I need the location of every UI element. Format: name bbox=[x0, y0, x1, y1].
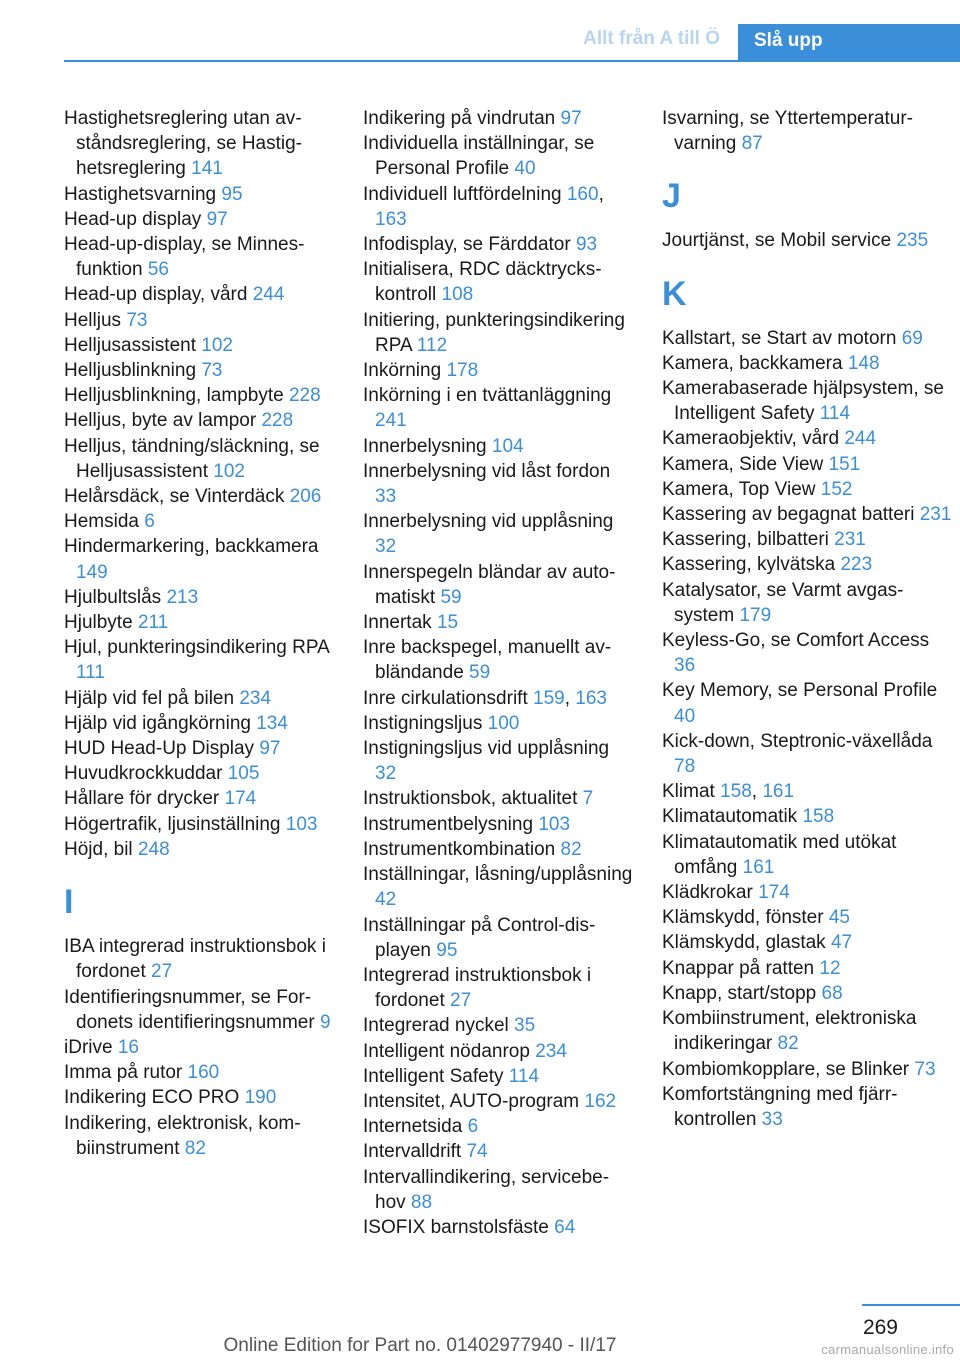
page-link[interactable]: 228 bbox=[288, 385, 321, 407]
page-link[interactable]: 16 bbox=[117, 1036, 139, 1058]
page-link[interactable]: 97 bbox=[259, 738, 281, 760]
section-label[interactable]: Allt från A till Ö bbox=[583, 28, 720, 49]
page-link[interactable]: 244 bbox=[844, 428, 877, 450]
page-link[interactable]: 9 bbox=[319, 1011, 331, 1033]
page-link[interactable]: 88 bbox=[410, 1191, 433, 1213]
index-entry bbox=[64, 985, 334, 1035]
page-link[interactable]: 114 bbox=[508, 1065, 540, 1087]
index-entry-text: Knappar på ratten bbox=[662, 957, 815, 979]
index-entry bbox=[64, 812, 334, 837]
index-entry bbox=[363, 131, 633, 181]
index-entry-text: Katalysator, se Varmt avgassystem bbox=[662, 579, 904, 626]
page-link[interactable]: 148 bbox=[847, 352, 880, 374]
page-link[interactable]: 158 bbox=[720, 781, 752, 803]
index-entry-text: Integrerad nyckel bbox=[363, 1015, 509, 1037]
index-entry bbox=[64, 1060, 334, 1085]
page-link[interactable]: 47 bbox=[830, 932, 853, 954]
index-entry-text: Head-up display, vård bbox=[64, 284, 248, 306]
index-entry-text: Individuell luftfördelning bbox=[363, 183, 562, 205]
index-entry bbox=[662, 552, 954, 577]
page-link[interactable]: 6 bbox=[467, 1116, 479, 1138]
index-entry-text: Hastighetsvarning bbox=[64, 183, 217, 205]
page-link[interactable]: 82 bbox=[560, 838, 582, 860]
index-entry bbox=[363, 913, 633, 963]
index-entry bbox=[64, 934, 334, 984]
page-link[interactable]: 174 bbox=[224, 788, 257, 810]
page-link[interactable]: 78 bbox=[674, 756, 696, 778]
page-link[interactable]: 6 bbox=[144, 511, 155, 533]
page-link[interactable]: 56 bbox=[147, 259, 169, 281]
page-link[interactable]: 234 bbox=[239, 687, 272, 709]
index-entry bbox=[363, 257, 633, 307]
index-entry-text: Isvarning, se Yttertemperaturvarning bbox=[662, 108, 913, 155]
index-entry bbox=[662, 981, 954, 1006]
index-entry bbox=[363, 837, 633, 862]
index-entry bbox=[363, 459, 633, 509]
page-link[interactable]: 104 bbox=[491, 435, 524, 457]
page-header bbox=[64, 24, 960, 62]
index-entry bbox=[363, 610, 633, 635]
index-entry bbox=[363, 812, 633, 837]
page-link[interactable]: 87 bbox=[741, 133, 763, 155]
page-link[interactable]: 149 bbox=[76, 561, 108, 583]
page-link[interactable]: 231 bbox=[919, 504, 952, 526]
index-entry-text: Knapp, start/stopp bbox=[662, 982, 817, 1004]
page-link[interactable]: 114 bbox=[819, 403, 851, 425]
index-entry bbox=[363, 106, 633, 131]
page-link[interactable]: 162 bbox=[584, 1090, 617, 1112]
index-entry bbox=[363, 862, 633, 912]
page-link[interactable]: 103 bbox=[538, 813, 571, 835]
index-entry-text: Höjd, bil bbox=[64, 838, 133, 860]
page-link[interactable]: 73 bbox=[201, 360, 223, 382]
index-entry bbox=[662, 477, 954, 502]
page-link[interactable]: 111 bbox=[76, 662, 105, 684]
page-separator: , bbox=[751, 781, 758, 803]
index-entry bbox=[363, 1039, 633, 1064]
index-entry-text: Klämskydd, fönster bbox=[662, 907, 824, 929]
index-entry bbox=[363, 182, 633, 232]
index-entry bbox=[662, 628, 954, 678]
page-link[interactable]: 95 bbox=[436, 939, 458, 961]
index-entry bbox=[662, 804, 954, 829]
index-entry bbox=[662, 1057, 954, 1082]
page-link[interactable]: 32 bbox=[375, 763, 397, 785]
page-link[interactable]: 213 bbox=[166, 586, 199, 608]
index-entry bbox=[64, 232, 334, 282]
index-entry bbox=[662, 376, 954, 426]
index-entry bbox=[64, 207, 334, 232]
page-link[interactable]: 190 bbox=[244, 1087, 277, 1109]
page-link[interactable]: 174 bbox=[758, 882, 790, 904]
index-entry-text: Kamera, Top View bbox=[662, 478, 816, 500]
index-entry-text: Hållare för drycker bbox=[64, 788, 220, 810]
index-entry bbox=[662, 106, 954, 156]
page-link[interactable]: 95 bbox=[221, 183, 243, 205]
index-entry-text: Klimatautomatik med utökat omfång bbox=[662, 831, 897, 878]
index-entry bbox=[64, 434, 334, 484]
watermark: carmanualsonline.info bbox=[821, 1342, 954, 1357]
index-entry-text: Identifieringsnummer, se Fordonets identifieringsnummer bbox=[64, 986, 315, 1033]
index-entry bbox=[363, 711, 633, 736]
index-entry-text: Internetsida bbox=[363, 1116, 463, 1138]
index-entry-text: Hjälp vid fel på bilen bbox=[64, 687, 235, 709]
index-entry bbox=[662, 729, 954, 779]
index-entry bbox=[662, 678, 954, 728]
index-entry bbox=[64, 484, 334, 509]
page-link[interactable]: 45 bbox=[828, 907, 850, 929]
index-entry bbox=[662, 578, 954, 628]
index-entry bbox=[662, 779, 954, 804]
page-link[interactable]: 15 bbox=[436, 612, 459, 634]
page-link[interactable]: 248 bbox=[137, 838, 170, 860]
index-entry-text: Infodisplay, se Färddator bbox=[363, 234, 571, 256]
footer-rule bbox=[862, 1304, 960, 1306]
index-entry-text: Instrumentkombination bbox=[363, 838, 556, 860]
index-column-3 bbox=[662, 106, 954, 1132]
page-link[interactable]: 102 bbox=[201, 334, 233, 356]
index-entry bbox=[64, 635, 334, 685]
index-entry bbox=[64, 837, 334, 862]
index-entry-text: Kick-down, Steptronic-växellåda bbox=[662, 730, 933, 752]
index-entry-text: Integrerad instruktionsbok i fordonet bbox=[363, 964, 592, 1012]
index-entry-text: Instruktionsbok, aktualitet bbox=[363, 788, 578, 810]
index-entry-text: Inre cirkulationsdrift bbox=[363, 687, 528, 709]
index-entry bbox=[363, 1165, 633, 1215]
index-entry-text: Instigningsljus bbox=[363, 712, 483, 734]
index-entry bbox=[64, 106, 334, 182]
index-entry-text: Klämskydd, glastak bbox=[662, 932, 826, 954]
index-entry bbox=[363, 1089, 633, 1114]
index-entry-text: HUD Head-Up Display bbox=[64, 738, 255, 760]
index-entry-text: Klädkrokar bbox=[662, 882, 753, 904]
index-entry-text: Initialisera, RDC däcktryckskontroll bbox=[363, 259, 602, 306]
index-entry bbox=[64, 585, 334, 610]
page-link[interactable]: 97 bbox=[206, 208, 228, 230]
index-entry bbox=[662, 830, 954, 880]
index-entry-text: iDrive bbox=[64, 1036, 113, 1058]
index-entry bbox=[662, 502, 954, 527]
index-entry-text: Hjulbultslås bbox=[64, 586, 162, 608]
page-link[interactable]: 163 bbox=[375, 208, 407, 230]
index-entry-text: Indikering ECO PRO bbox=[64, 1087, 240, 1109]
index-entry-text: Högertrafik, ljusinställning bbox=[64, 813, 281, 835]
page-link[interactable]: 12 bbox=[819, 957, 841, 979]
index-entry bbox=[64, 182, 334, 207]
index-entry bbox=[662, 956, 954, 981]
index-entry bbox=[64, 509, 334, 534]
page-link[interactable]: 40 bbox=[674, 705, 696, 727]
index-entry bbox=[662, 1006, 954, 1056]
index-entry bbox=[363, 358, 633, 383]
index-entry bbox=[662, 228, 954, 253]
index-entry bbox=[64, 686, 334, 711]
index-entry-text: Helljusblinkning, lampbyte bbox=[64, 385, 284, 407]
page-link[interactable]: 152 bbox=[820, 478, 853, 500]
page-link[interactable]: 69 bbox=[901, 327, 923, 349]
page-link[interactable]: 102 bbox=[213, 460, 245, 482]
page-link[interactable]: 64 bbox=[554, 1216, 576, 1238]
index-entry-text: Helljus, tändning/släckning, se Helljusassistent bbox=[64, 435, 320, 482]
page-link[interactable]: 134 bbox=[256, 712, 288, 734]
page-link[interactable]: 59 bbox=[440, 586, 462, 608]
index-entry bbox=[363, 1139, 633, 1164]
index-entry bbox=[363, 1215, 633, 1240]
page-link[interactable]: 160 bbox=[187, 1062, 220, 1084]
index-entry-text: Intelligent Safety bbox=[363, 1065, 504, 1087]
page-link[interactable]: 151 bbox=[828, 453, 861, 475]
index-entry-text: Innerspegeln bländar av automatiskt bbox=[363, 561, 616, 608]
page-link[interactable]: 234 bbox=[535, 1040, 567, 1062]
index-entry bbox=[64, 408, 334, 433]
index-entry-text: Intervalldrift bbox=[363, 1141, 462, 1163]
index-entry bbox=[363, 434, 633, 459]
index-entry-text: Initiering, punkteringsindikering RPA bbox=[363, 309, 625, 356]
index-entry-text: Kassering, kylvätska bbox=[662, 554, 836, 576]
index-entry bbox=[363, 1114, 633, 1139]
index-entry-text: Helårsdäck, se Vinterdäck bbox=[64, 486, 285, 508]
index-entry-text: Jourtjänst, se Mobil service bbox=[662, 230, 892, 252]
page-link[interactable]: 74 bbox=[466, 1141, 488, 1163]
page-link[interactable]: 163 bbox=[575, 687, 607, 709]
page-link[interactable]: 100 bbox=[487, 712, 520, 734]
index-entry-text: Imma på rutor bbox=[64, 1062, 183, 1084]
index-entry bbox=[363, 232, 633, 257]
index-letter-heading: I bbox=[64, 883, 74, 922]
index-entry-text: Kassering, bilbatteri bbox=[662, 529, 829, 551]
index-entry bbox=[64, 1035, 334, 1060]
index-entry-text: Kamerabaserade hjälpsystem, se Intelligent Safety bbox=[662, 378, 944, 425]
page-link[interactable]: 235 bbox=[896, 230, 929, 252]
page-link[interactable]: 33 bbox=[761, 1108, 783, 1130]
index-entry bbox=[64, 534, 334, 584]
index-entry-text: Kameraobjektiv, vård bbox=[662, 428, 840, 450]
index-entry bbox=[64, 711, 334, 736]
index-column-2 bbox=[363, 106, 633, 1240]
index-entry-text: Intensitet, AUTO-program bbox=[363, 1090, 580, 1112]
edition-text: Online Edition for Part no. 01402977940 - II/17 bbox=[223, 1335, 617, 1356]
index-entry-text: Inre backspegel, manuellt avbländande bbox=[363, 637, 612, 684]
index-entry-text: Inställningar, låsning/upplåsning bbox=[363, 864, 633, 886]
page-link[interactable]: 244 bbox=[252, 284, 285, 306]
index-entry-text: Innerbelysning vid låst fordon bbox=[363, 460, 611, 482]
index-entry-text: Instigningsljus vid upplåsning bbox=[363, 738, 610, 760]
page-link[interactable]: 73 bbox=[914, 1058, 936, 1080]
page-link[interactable]: 159 bbox=[533, 687, 565, 709]
index-entry-text: Hjul, punkteringsindikering RPA bbox=[64, 637, 329, 659]
page-link[interactable]: 105 bbox=[227, 763, 260, 785]
index-entry-text: Hjulbyte bbox=[64, 612, 133, 634]
page-link[interactable]: 7 bbox=[582, 788, 594, 810]
index-entry-text: Individuella inställningar, se Personal Profile bbox=[363, 133, 595, 180]
index-entry-text: Head-up display bbox=[64, 208, 202, 230]
index-entry bbox=[363, 736, 633, 786]
index-entry bbox=[662, 905, 954, 930]
index-entry bbox=[363, 560, 633, 610]
page-link[interactable]: 59 bbox=[469, 662, 491, 684]
page-link[interactable]: 27 bbox=[450, 990, 472, 1012]
page-separator: , bbox=[564, 687, 570, 709]
page-link[interactable]: 141 bbox=[191, 158, 223, 180]
index-entry-text: Inkörning i en tvättanläggning bbox=[363, 385, 612, 407]
index-entry-text: IBA integrerad instruktionsbok i fordonet bbox=[64, 936, 326, 983]
index-column-1 bbox=[64, 106, 334, 1161]
index-columns bbox=[64, 106, 960, 1266]
index-entry bbox=[363, 509, 633, 559]
index-entry bbox=[64, 610, 334, 635]
page-link[interactable]: 231 bbox=[834, 529, 866, 551]
index-entry-text: ISOFIX barnstolsfäste bbox=[363, 1216, 549, 1238]
index-entry bbox=[363, 308, 633, 358]
page-link[interactable]: 211 bbox=[137, 612, 169, 634]
index-entry-text: Helljus, byte av lampor bbox=[64, 410, 257, 432]
page-link[interactable]: 179 bbox=[739, 604, 772, 626]
page-link[interactable]: 103 bbox=[285, 813, 318, 835]
index-entry bbox=[64, 1085, 334, 1110]
index-entry-text: Indikering på vindrutan bbox=[363, 108, 556, 129]
index-entry-text: Klimatautomatik bbox=[662, 806, 798, 828]
page-link[interactable]: 82 bbox=[777, 1033, 799, 1055]
index-entry-text: Hastighetsreglering utan avståndsreglering, se Hastighetsreglering bbox=[64, 108, 302, 180]
page-link[interactable]: 36 bbox=[674, 655, 696, 677]
page-number: 269 bbox=[862, 1316, 898, 1339]
page-link[interactable]: 42 bbox=[375, 889, 397, 911]
index-entry bbox=[363, 1013, 633, 1038]
index-entry-text: Helljus bbox=[64, 309, 122, 331]
page-link[interactable]: 241 bbox=[375, 410, 407, 432]
index-entry bbox=[662, 326, 954, 351]
index-letter-heading: J bbox=[662, 177, 681, 216]
page-link[interactable]: 112 bbox=[416, 334, 448, 356]
page-link[interactable]: 108 bbox=[441, 284, 474, 306]
page-link[interactable]: 206 bbox=[289, 486, 322, 508]
index-entry-text: Komfortstängning med fjärrkontrollen bbox=[662, 1083, 898, 1130]
index-entry-text: Key Memory, se Personal Profile bbox=[662, 680, 938, 702]
index-entry-text: Inkörning bbox=[363, 360, 442, 382]
index-entry bbox=[662, 930, 954, 955]
index-entry bbox=[64, 1111, 334, 1161]
index-entry bbox=[64, 282, 334, 307]
index-entry bbox=[662, 426, 954, 451]
index-entry bbox=[662, 452, 954, 477]
index-entry-text: Keyless-Go, se Comfort Access bbox=[662, 630, 930, 652]
index-entry bbox=[662, 527, 954, 552]
page-link[interactable]: 68 bbox=[821, 982, 843, 1004]
index-entry bbox=[363, 963, 633, 1013]
page-link[interactable]: 33 bbox=[375, 486, 397, 508]
page-link[interactable]: 32 bbox=[375, 536, 397, 558]
index-entry-text: Hindermarkering, backkamera bbox=[64, 536, 319, 558]
page-link[interactable]: 161 bbox=[742, 856, 775, 878]
index-entry bbox=[363, 383, 633, 433]
index-entry bbox=[363, 1064, 633, 1089]
index-entry-text: Hjälp vid igångkörning bbox=[64, 712, 251, 734]
page-link[interactable]: 158 bbox=[802, 806, 835, 828]
index-entry-text: Kombiinstrument, elektroniska indikeringar bbox=[662, 1008, 917, 1055]
index-entry-text: Kamera, backkamera bbox=[662, 352, 843, 374]
page-link[interactable]: 73 bbox=[126, 309, 148, 331]
index-entry-text: Innertak bbox=[363, 612, 432, 634]
index-entry-text: Head-up-display, se Minnesfunktion bbox=[64, 234, 305, 281]
index-entry-text: Kallstart, se Start av motorn bbox=[662, 327, 897, 349]
active-tab-slaa-upp[interactable]: Slå upp bbox=[738, 24, 960, 60]
index-entry bbox=[363, 686, 633, 711]
index-entry-text: Intelligent nödanrop bbox=[363, 1040, 530, 1062]
page-link[interactable]: 178 bbox=[446, 360, 479, 382]
index-entry-text: Helljusassistent bbox=[64, 334, 196, 356]
index-entry bbox=[64, 736, 334, 761]
page-link[interactable]: 97 bbox=[560, 108, 582, 129]
index-entry-text: Kassering av begagnat batteri bbox=[662, 504, 915, 526]
index-letter-heading: K bbox=[662, 274, 687, 313]
index-entry bbox=[662, 880, 954, 905]
page-link[interactable]: 35 bbox=[514, 1015, 536, 1037]
index-entry bbox=[64, 358, 334, 383]
page-separator: , bbox=[598, 183, 604, 205]
index-entry bbox=[64, 333, 334, 358]
index-entry bbox=[662, 351, 954, 376]
page-link[interactable]: 27 bbox=[151, 961, 173, 983]
page-link[interactable]: 82 bbox=[184, 1137, 206, 1159]
index-entry bbox=[64, 308, 334, 333]
index-entry bbox=[662, 1082, 954, 1132]
index-entry-text: Inställningar på Control-displayen bbox=[363, 914, 596, 961]
index-entry bbox=[363, 786, 633, 811]
index-entry-text: Huvudkrockkuddar bbox=[64, 763, 223, 785]
index-entry bbox=[64, 383, 334, 408]
page-link[interactable]: 93 bbox=[575, 234, 598, 256]
index-entry-text: Kombiomkopplare, se Blinker bbox=[662, 1058, 910, 1080]
index-entry-text: Kamera, Side View bbox=[662, 453, 824, 475]
index-entry-text: Intervallindikering, servicebehov bbox=[363, 1166, 610, 1213]
page-link[interactable]: 160 bbox=[566, 183, 599, 205]
index-entry-text: Innerbelysning bbox=[363, 435, 487, 457]
page-link[interactable]: 228 bbox=[261, 410, 294, 432]
page-link[interactable]: 223 bbox=[840, 554, 873, 576]
index-entry bbox=[64, 761, 334, 786]
index-entry-text: Indikering, elektronisk, kombiinstrument bbox=[64, 1112, 301, 1159]
index-entry-text: Helljusblinkning bbox=[64, 360, 197, 382]
index-entry bbox=[64, 786, 334, 811]
index-entry-text: Klimat bbox=[662, 781, 715, 803]
index-entry-text: Hemsida bbox=[64, 511, 139, 533]
index-entry-text: Instrumentbelysning bbox=[363, 813, 534, 835]
page-link[interactable]: 161 bbox=[762, 781, 795, 803]
index-entry-text: Innerbelysning vid upplåsning bbox=[363, 511, 614, 533]
index-entry bbox=[363, 635, 633, 685]
page-link[interactable]: 40 bbox=[514, 158, 536, 180]
